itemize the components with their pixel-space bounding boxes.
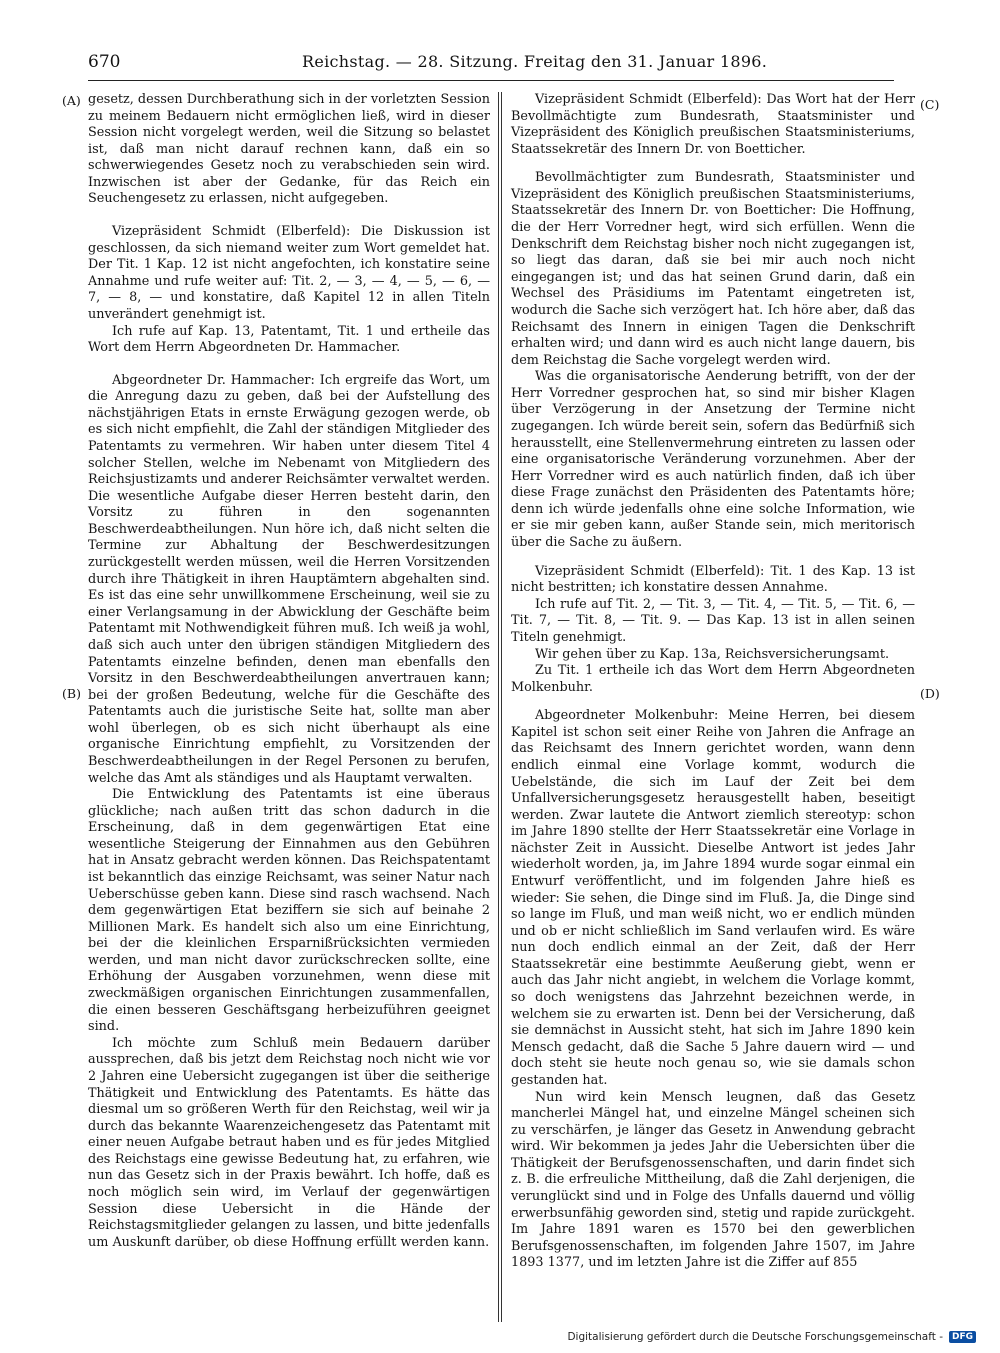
paragraph: Ich rufe auf Kap. 13, Patentamt, Tit. 1 und ertheile das Wort dem Herrn Abgeordneten Dr. Hammacher. [88,323,490,356]
paragraph: gesetz, dessen Durchberathung sich in der vorletzten Session zu meinem Bedauern nicht ermöglichen ließ, wird in dieser Session nicht vorgelegt werden, weil die Sitzung so belastet ist, daß man nicht darauf rechnen kann, daß ein so schwerwiegendes Gesetz noch zu verabschieden sein wird. Inzwischen ist aber der Gedanke, für das Reich ein Seuchengesetz zu erlassen, nicht aufgegeben. [88,92,491,207]
paragraph: Die Entwicklung des Patentamts ist eine überaus glückliche; nach außen tritt das schon dadurch in die Erscheinung, daß in dem gegenwärtigen Etat eine wesentliche Steigerung der Einnahmen aus den Gebühren hat in Ansatz gebracht werden können. Das Reichspatentamt ist bekanntlich das einzige Reichsamt, was seiner Natur nach Ueberschüsse geben kann. Diese sind rasch wachsend. Nach dem gegenwärtigen Etat beziffern sie sich auf beinahe 2 Millionen Mark. Es handelt sich also um eine Einrichtung, bei der die kleinlichen Ersparnißrücksichten vermieden werden, und man nicht davor zurückschrecken sollte, eine Erhöhung der Ausgaben vorzunehmen, wenn diese mit zweckmäßigen organischen Einrichtungen zusammenfallen, die einen besseren Geschäftsgang herbeizuführen geeignet sind. [88,787,490,1035]
paragraph: Vizepräsident Schmidt (Elberfeld): Das Wort hat der Herr Bevollmächtigte zum Bundesrath, Staatsminister und Vizepräsident des Königlich preußischen Staatsministeriums, Staatssekretär des Innern Dr. von Boetticher. [511,92,915,157]
margin-mark-c: (C) [920,97,940,112]
footer-credit: Digitalisierung gefördert durch die Deutsche Forschungsgemeinschaft - [567,1331,943,1343]
paragraph: Bevollmächtigter zum Bundesrath, Staatsminister und Vizepräsident des Königlich preußischen Staatsministeriums, Staatssekretär des Innern Dr. von Boetticher: Die Hoffnung, die der Herr Vorredner hegt, wird sich erfüllen. Wenn die Denkschrift dem Reichstag bisher noch nicht zugegangen ist, so liegt das daran, daß sie bei mir auch noch nicht eingegangen ist; und das hat seinen Grund darin, daß ein Wechsel des Präsidiums im Patentamt eingetreten ist, wodurch die Sache sich verzögert hat. Ich höre aber, daß das Reichsamt des Innern in einigen Tagen die Denkschrift erhalten wird; und dann wird es auch nicht lange dauern, bis dem Reichstag die Sache vorgelegt werden wird. [511,170,915,368]
column-divider [498,92,502,1322]
header-rule [88,80,894,81]
digitization-footer [567,1331,976,1343]
paragraph: Ich rufe auf Tit. 2, — Tit. 3, — Tit. 4, — Tit. 5, — Tit. 6, — Tit. 7, — Tit. 8, — Tit. 9. — Das Kap. 13 ist in allen seinen Titeln genehmigt. [511,596,915,645]
paragraph: Vizepräsident Schmidt (Elberfeld): Die Diskussion ist geschlossen, da sich niemand weiter zum Wort gemeldet hat. Der Tit. 1 Kap. 12 ist nicht angefochten, ich konstatire seine Annahme und rufe weiter auf: Tit. 2, — 3, — 4, — 5, — 6, — 7, — 8, — und konstatire, daß Kapitel 12 in allen Titeln unverändert genehmigt ist. [88,224,490,322]
paragraph: Nun wird kein Mensch leugnen, daß das Gesetz mancherlei Mängel hat, und einzelne Mängel scheinen sich zu verschärfen, je länger das Gesetz in Anwendung gebracht wird. Wir bekommen ja jedes Jahr die Uebersichten über die Thätigkeit der Berufsgenossenschaften, und darin findet sich z. B. die erfreuliche Mittheilung, daß die Zahl derjenigen, die verunglückt sind und in Folge des Unfalls dauernd und völlig erwerbsunfähig geworden sind, stetig und rapide zurückgeht. Im Jahre 1891 waren es 1570 bei den gewerblichen Berufsgenossenschaften, im folgenden Jahre 1507, im Jahre 1893 1377, und im letzten Jahre ist die Ziffer auf 855 [511,1089,915,1271]
margin-mark-d: (D) [920,686,940,701]
left-column [88,92,490,1251]
paragraph: Wir gehen über zu Kap. 13a, Reichsversicherungsamt. [535,646,890,662]
running-title: Reichstag. — 28. Sitzung. Freitag den 31. Januar 1896. [302,52,768,71]
right-column [511,92,915,1272]
page-number: 670 [88,52,121,72]
paragraph: Ich möchte zum Schluß mein Bedauern darüber aussprechen, daß bis jetzt dem Reichstag noch nicht wie vor 2 Jahren eine Uebersicht zugegangen ist über die seitherige Thätigkeit und Entwicklung des Patentamts. Es hätte das diesmal um so größeren Werth für den Reichstag, weil wir ja durch das bekannte Waarenzeichengesetz das Patentamt mit einer neuen Aufgabe betraut haben und es für jedes Mitglied des Reichstags eine gewisse Bedeutung hat, zu erfahren, wie nun das Gesetz sich in der Praxis bewährt. Ich hoffe, daß es noch möglich sein wird, im Verlauf der gegenwärtigen Session diese Uebersicht in die Hände der Reichstagsmitglieder gelangen zu lassen, und bitte jedenfalls um Auskunft darüber, ob diese Hoffnung erfüllt werden kann. [88,1035,490,1250]
dfg-logo: DFG [949,1331,976,1343]
margin-mark-b: (B) [62,686,81,701]
paragraph: Was die organisatorische Aenderung betrifft, von der der Herr Vorredner gesprochen hat, so sind mir bisher Klagen über Verzögerung in der Ansetzung der Termine nicht zugegangen. Ich würde bereit sein, sofern das Bedürfniß sich herausstellt, eine Stellenvermehrung eintreten zu lassen oder eine organisatorische Veränderung vorzunehmen. Aber der Herr Vorredner wird es auch natürlich finden, daß ich über diese Frage zunächst den Präsidenten des Patentamts höre; denn ich würde jedenfalls ohne eine solche Information, wie er sie mir geben kann, außer Stande sein, mich meritorisch über die Sache zu äußern. [511,369,915,551]
paragraph: Vizepräsident Schmidt (Elberfeld): Tit. 1 des Kap. 13 ist nicht bestritten; ich konstatire dessen Annahme. [511,563,915,596]
running-header [88,52,894,76]
paragraph: Abgeordneter Molkenbuhr: Meine Herren, bei diesem Kapitel ist schon seit einer Reihe von Jahren die Anfrage an das Reichsamt des Innern gerichtet worden, wann denn endlich einmal eine Vorlage kommt, wodurch die Uebelstände, die sich im Lauf der Zeit bei dem Unfallversicherungsgesetz herausgestellt haben, beseitigt werden. Zwar lautete die Antwort ziemlich stereotyp: schon im Jahre 1890 stellte der Herr Staatssekretär eine Vorlage in nächster Zeit in Aussicht. Dieselbe Antwort ist jedes Jahr wiederholt worden, ja, im Jahre 1894 wurde sogar einmal ein Entwurf veröffentlicht, und im folgenden Jahre hieß es wieder: Sie sehen, die Dinge sind im Fluß. Ja, die Dinge sind so lange im Fluß, und man weiß nicht, wo er endlich münden und ob er nicht schließlich im Sand verlaufen wird. Es wäre nun doch endlich einmal an der Zeit, daß der Herr Staatssekretär eine bestimmte Aeußerung giebt, wenn er auch das Jahr nicht angiebt, in welchem die Vorlage kommt, so doch wenigstens das Jahrzehnt bezeichnen werde, in welchem sie zu erwarten ist. Denn bei der Versicherung, daß sie demnächst in Aussicht steht, hat sich im Jahre 1890 kein Mensch gedacht, daß die Sache 5 Jahre dauern wird — und doch steht sie heute noch genau so, wie sie damals schon gestanden hat. [511,708,915,1088]
paragraph: Abgeordneter Dr. Hammacher: Ich ergreife das Wort, um die Anregung dazu zu geben, daß bei der Aufstellung des nächstjährigen Etats in ernste Erwägung gezogen werde, ob es sich nicht empfiehlt, die Zahl der ständigen Mitglieder des Patentamts zu vermehren. Wir haben unter diesem Titel 4 solcher Stellen, welche im Nebenamt von Mitgliedern des Reichsjustizamts und anderer Reichsämter verwaltet werden. Die wesentliche Aufgabe dieser Herren besteht darin, den Vorsitz zu führen in den sogenannten Beschwerdeabtheilungen. Nun höre ich, daß nicht selten die Termine zur Abhaltung der Beschwerdesitzungen zurückgestellt werden müssen, weil die Herren Vorsitzenden durch ihre Thätigkeit in ihren Hauptämtern abgehalten sind. Es ist das eine sehr unwillkommene Erscheinung, weil sie zu einer Verlangsamung in der Abwicklung der Geschäfte beim Patentamt mit Nothwendigkeit führen muß. Ich weiß ja wohl, daß sich auch unter den übrigen ständigen Mitgliedern des Patentamts einzelne befinden, denen man ebenfalls den Vorsitz in den Beschwerdeabtheilungen anvertrauen kann; bei der großen Bedeutung, welche für die Geschäfte des Patentamts auch die juristische Seite hat, sollte man aber wohl überlegen, ob es sich nicht überhaupt als eine organische Einrichtung empfiehlt, zu Vorsitzenden der Beschwerdeabtheilungen in der Regel Personen zu berufen, welche das Amt als ständiges und als Hauptamt verwalten. [88,372,491,786]
paragraph: Zu Tit. 1 ertheile ich das Wort dem Herrn Abgeordneten Molkenbuhr. [511,663,915,695]
margin-mark-a: (A) [62,93,81,108]
